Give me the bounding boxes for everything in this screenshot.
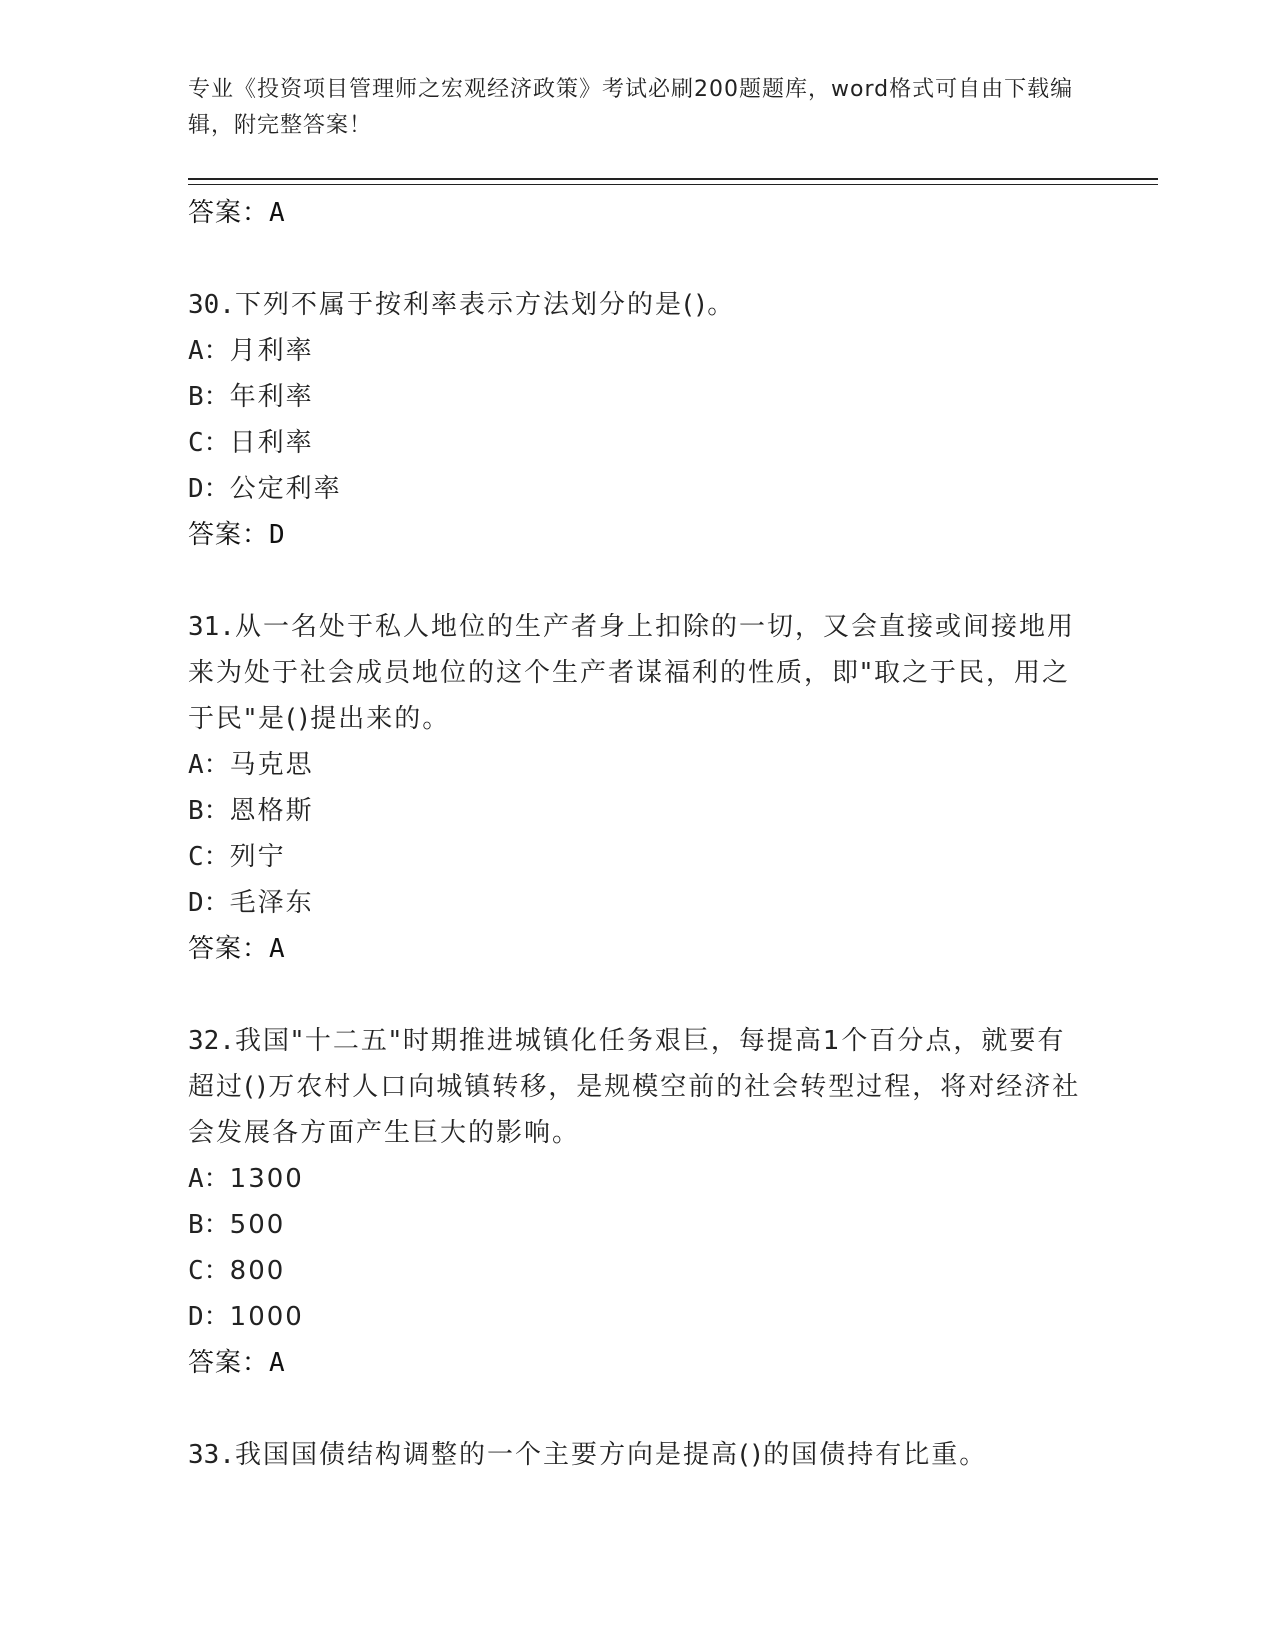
option-text: 恩格斯 <box>229 796 314 826</box>
option-b <box>188 788 1088 834</box>
question-number: 33. <box>188 1440 235 1470</box>
option-text: 年利率 <box>229 382 314 412</box>
question-stem: 我国国债结构调整的一个主要方向是提高()的国债持有比重。 <box>234 1440 988 1470</box>
answer-value: D <box>269 520 286 550</box>
option-text: 马克思 <box>229 750 314 780</box>
question-block <box>188 282 1088 558</box>
option-key: B： <box>188 1210 230 1240</box>
option-text: 列宁 <box>229 842 286 872</box>
option-a <box>188 1156 1088 1202</box>
option-d <box>188 1294 1088 1340</box>
option-c <box>188 834 1088 880</box>
option-key: D： <box>188 888 230 918</box>
option-d <box>188 466 1088 512</box>
option-d <box>188 880 1088 926</box>
question-text <box>188 1432 1088 1478</box>
question-text <box>188 282 1088 328</box>
question-block <box>188 1018 1088 1386</box>
option-b <box>188 374 1088 420</box>
answer-line <box>188 190 1088 236</box>
option-key: C： <box>188 1256 230 1286</box>
answer-label: 答案： <box>188 934 270 964</box>
question-stem: 从一名处于私人地位的生产者身上扣除的一切，又会直接或间接地用来为处于社会成员地位的这个生产者谋福利的性质，即"取之于民，用之于民"是()提出来的。 <box>188 612 1075 734</box>
option-key: C： <box>188 428 230 458</box>
answer-label: 答案： <box>188 520 270 550</box>
option-key: C： <box>188 842 230 872</box>
answer-value: A <box>269 934 286 964</box>
answer-label: 答案： <box>188 1348 270 1378</box>
question-block <box>188 1432 1088 1478</box>
option-c <box>188 420 1088 466</box>
option-a <box>188 742 1088 788</box>
answer-line <box>188 926 1088 972</box>
option-text: 月利率 <box>229 336 314 366</box>
answer-value: A <box>269 1348 286 1378</box>
header-divider-thin <box>188 184 1158 185</box>
answer-value: A <box>269 198 286 228</box>
option-key: B： <box>188 796 230 826</box>
question-number: 31. <box>188 612 235 642</box>
option-b <box>188 1202 1088 1248</box>
option-key: A： <box>188 750 230 780</box>
option-text: 公定利率 <box>229 474 342 504</box>
option-a <box>188 328 1088 374</box>
question-number: 30. <box>188 290 235 320</box>
answer-label: 答案： <box>188 198 270 228</box>
question-list <box>188 190 1088 1478</box>
option-text: 日利率 <box>229 428 314 458</box>
answer-line <box>188 512 1088 558</box>
question-text <box>188 604 1088 742</box>
option-key: D： <box>188 1302 230 1332</box>
option-text: 800 <box>229 1256 286 1286</box>
header-divider <box>188 178 1158 180</box>
option-c <box>188 1248 1088 1294</box>
option-text: 毛泽东 <box>229 888 314 918</box>
question-stem: 我国"十二五"时期推进城镇化任务艰巨，每提高1个百分点，就要有超过()万农村人口向城镇转移，是规模空前的社会转型过程，将对经济社会发展各方面产生巨大的影响。 <box>188 1026 1081 1148</box>
option-key: B： <box>188 382 230 412</box>
page-header: 专业《投资项目管理师之宏观经济政策》考试必刷200题题库，word格式可自由下载编辑，附完整答案！ <box>188 77 1074 138</box>
question-block <box>188 604 1088 972</box>
option-key: A： <box>188 1164 230 1194</box>
option-key: D： <box>188 474 230 504</box>
option-key: A： <box>188 336 230 366</box>
question-stem: 下列不属于按利率表示方法划分的是()。 <box>234 290 736 320</box>
option-text: 1300 <box>229 1164 304 1194</box>
answer-line <box>188 1340 1088 1386</box>
option-text: 1000 <box>229 1302 304 1332</box>
question-number: 32. <box>188 1026 235 1056</box>
question-text <box>188 1018 1088 1156</box>
option-text: 500 <box>229 1210 286 1240</box>
